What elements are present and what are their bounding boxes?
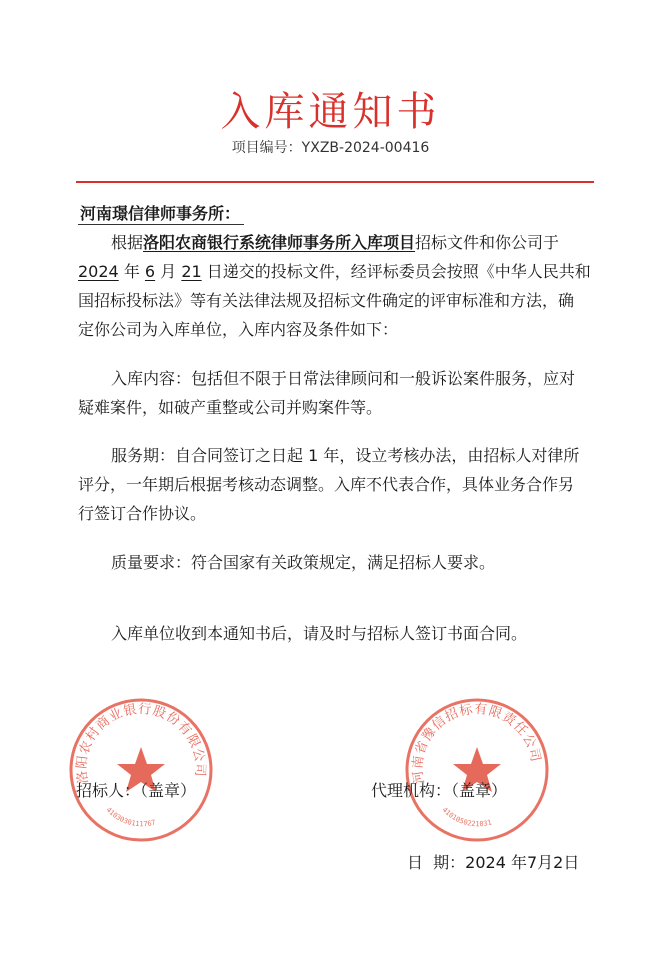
right-seal-code: 4101050221031 — [440, 805, 493, 829]
right-seal-text: 河南省豫信招标有限责任公司 — [410, 701, 543, 785]
paragraph-3-line-1: 服务期：自合同签订之日起 1 年，设立考核办法，由招标人对律所 — [111, 446, 580, 465]
addressee: 河南璟信律师事务所： — [80, 204, 241, 223]
agency-seal — [402, 695, 552, 845]
submit-day: 21 — [181, 262, 202, 281]
paragraph-3-line-3: 行签订合作协议。 — [78, 504, 207, 523]
issue-date: 日 期：2024 年7月2日 — [407, 853, 580, 872]
left-seal-text: 洛阳农村商业银行股份有限公司 — [74, 701, 208, 785]
project-name: 洛阳农商银行系统律师事务所入库项目 — [143, 233, 416, 252]
month-unit: 月 — [160, 262, 177, 281]
agency-signature: 代理机构：（盖章） — [371, 781, 508, 800]
paragraph-5-line-1: 入库单位收到本通知书后，请及时与招标人签订书面合同。 — [111, 624, 528, 643]
paragraph-1-line-2 — [78, 257, 591, 286]
paragraph-2-line-2: 疑难案件，如破产重整或公司并购案件等。 — [78, 398, 383, 417]
paragraph-1-line-4: 定你公司为入库单位，入库内容及条件如下： — [78, 320, 399, 339]
paragraph-1-line-3: 国招标投标法》等有关法律法规及招标文件确定的评审标准和方法，确 — [78, 291, 575, 310]
left-seal-code: 4103030111767 — [104, 805, 157, 829]
p1-after-name: 招标文件和你公司于 — [415, 233, 560, 252]
paragraph-1-line-1 — [111, 228, 559, 257]
p1-lead: 根据 — [111, 233, 144, 252]
paragraph-2-line-1: 入库内容：包括但不限于日常法律顾问和一般诉讼案件服务，应对 — [111, 369, 576, 388]
paragraph-4-line-1: 质量要求：符合国家有关政策规定，满足招标人要求。 — [111, 553, 496, 572]
year-unit: 年 — [123, 262, 140, 281]
addressee-underline — [78, 224, 244, 225]
document-title: 入库通知书 — [220, 89, 441, 135]
svg-text:4103030111767 — [104, 806, 156, 828]
svg-text:4101050221031 — [440, 806, 492, 828]
tenderer-seal — [66, 695, 216, 845]
project-number: 项目编号：YXZB-2024-00416 — [231, 140, 430, 156]
submit-year: 2024 — [78, 262, 119, 281]
header-divider — [76, 181, 594, 183]
tenderer-signature: 招标人：（盖章） — [76, 781, 197, 800]
paragraph-3-line-2: 评分，一年期后根据考核动态调整。入库不代表合作，具体业务合作另 — [78, 475, 575, 494]
p1-day-rest: 日递交的投标文件，经评标委员会按照《中华人民共和 — [206, 262, 591, 281]
submit-month: 6 — [144, 262, 156, 281]
